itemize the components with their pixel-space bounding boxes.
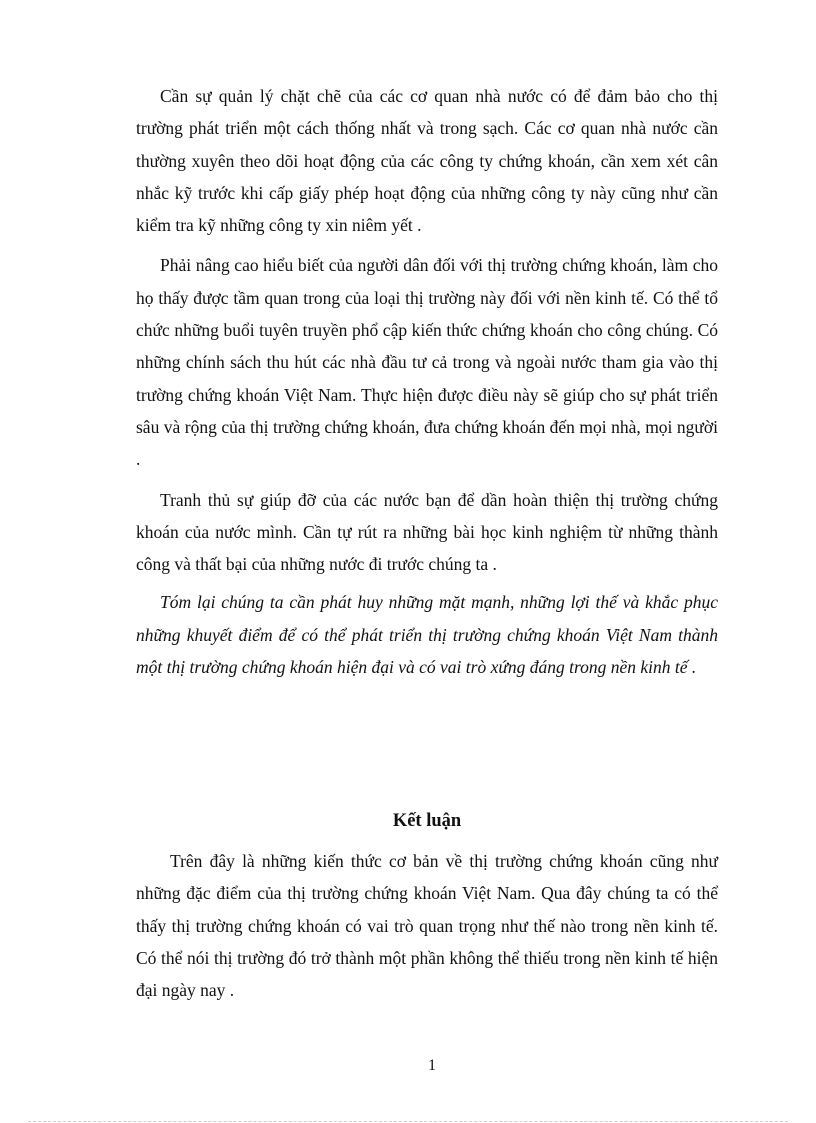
paragraph-public-awareness: Phải nâng cao hiểu biết của người dân đối với thị trường chứng khoán, làm cho họ thấy được tầm quan trong của loại thị trường này đối với nền kinh tế. Có thể tổ chức những buổi tuyên truyền phổ cập kiến thức chứng khoán cho công chúng. Có những chính sách thu hút các nhà đầu tư cả trong và ngoài nước tham gia vào thị trường chứng khoán Việt Nam. Thực hiện được điều này sẽ giúp cho sự phát triển sâu và rộng của thị trường chứng khoán, đưa chứng khoán đến mọi nhà, mọi người . — [136, 255, 718, 470]
conclusion-heading: Kết luận — [392, 811, 462, 831]
paragraph-state-management: Cần sự quản lý chặt chẽ của các cơ quan nhà nước có để đảm bảo cho thị trường phát triển một cách thống nhất và trong sạch. Các cơ quan nhà nước cần thường xuyên theo dõi hoạt động của các công ty chứng khoán, cần xem xét cân nhắc kỹ trước khi cấp giấy phép hoạt động của những công ty này cũng như cần kiểm tra kỹ những công ty xin niêm yết . — [136, 86, 718, 236]
page-number: 1 — [428, 1057, 436, 1074]
paragraph-summary: Tóm lại chúng ta cần phát huy những mặt mạnh, những lợi thế và khắc phục những khuyết điểm để có thể phát triển thị trường chứng khoán Việt Nam thành một thị trường chứng khoán hiện đại và có vai trò xứng đáng trong nền kinh tế . — [136, 592, 718, 678]
conclusion-paragraph: Trên đây là những kiến thức cơ bản về thị trường chứng khoán cũng như những đặc điểm của thị trường chứng khoán Việt Nam. Qua đây chúng ta có thể thấy thị trường chứng khoán có vai trò quan trọng như thế nào trong nền kinh tế. Có thể nói thị trường đó trở thành một phần không thể thiếu trong nền kinh tế hiện đại ngày nay . — [136, 851, 718, 1001]
page-bottom-divider — [28, 1121, 788, 1122]
paragraph-foreign-help: Tranh thủ sự giúp đỡ của các nước bạn để dần hoàn thiện thị trường chứng khoán của nước mình. Cần tự rút ra những bài học kinh nghiệm từ những thành công và thất bại của những nước đi trước chúng ta . — [136, 489, 718, 575]
body-text — [136, 80, 718, 691]
conclusion-section — [136, 845, 718, 1014]
